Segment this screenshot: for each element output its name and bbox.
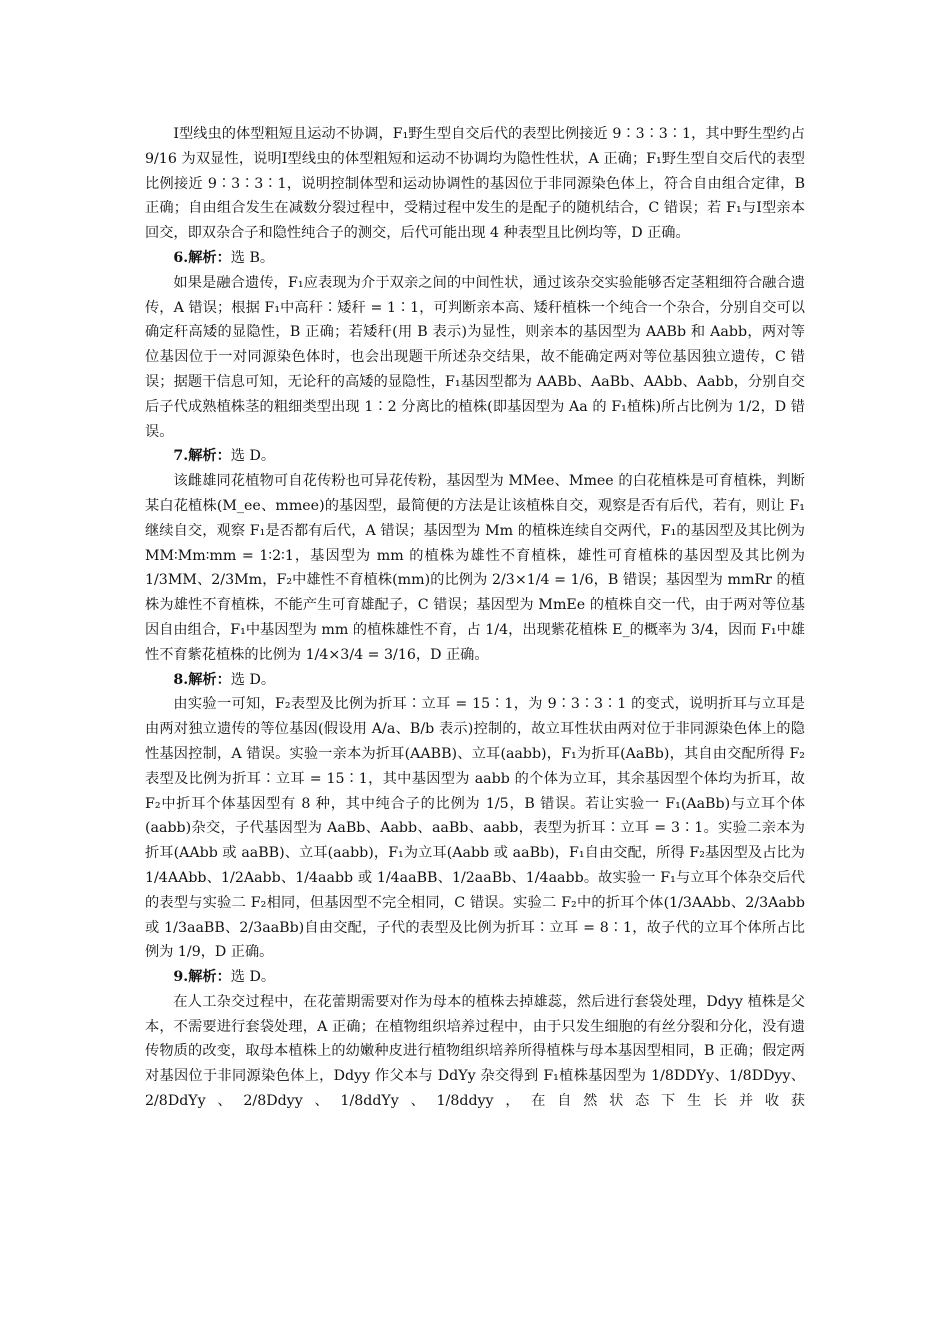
heading-label: 7.解析： [173, 448, 231, 465]
heading-answer: 选 D。 [230, 671, 276, 688]
document-page [145, 122, 805, 1114]
answer-heading-8 [145, 668, 805, 693]
answer-heading-9 [145, 965, 805, 990]
heading-answer: 选 B。 [230, 249, 275, 266]
heading-label: 9.解析： [173, 969, 231, 986]
heading-label: 6.解析： [173, 249, 231, 266]
answer-heading-7 [145, 444, 805, 469]
paragraph-8-explanation: 由实验一可知，F₂表型及比例为折耳∶立耳 = 15∶1，为 9∶3∶3∶1 的变式，说明折耳与立耳是由两对独立遗传的等位基因(假设用 A/a、B/b 表示)控制的，故立耳性状由两对位于非同源染色体上的隐性基因控制，A 错误。实验一亲本为折耳(AABB)、立耳(aabb)，F₁为折耳(AaBb)，其自由交配所得 F₂表型及比例为折耳∶立耳 = 15∶1，其中基因型为 aabb 的个体为立耳，其余基因型个体均为折耳，故 F₂中折耳个体基因型有 8 种，其中纯合子的比例为 1/5，B 错误。若让实验一 F₁(AaBb)与立耳个体(aabb)杂交，子代基因型为 AaBb、Aabb、aaBb、aabb，表型为折耳∶立耳 = 3∶1。实验二亲本为折耳(AAbb 或 aaBB)、立耳(aabb)，F₁为立耳(Aabb 或 aaBb)，F₁自由交配，所得 F₂基因型及占比为 1/4AAbb、1/2Aabb、1/4aabb 或 1/4aaBB、1/2aaBb、1/4aabb。故实验一 F₁与立耳个体杂交后代的表型与实验二 F₂相同，但基因型不完全相同，C 错误。实验二 F₂中的折耳个体(1/3AAbb、2/3Aabb 或 1/3aaBB、2/3aaBb)自由交配，子代的表型及比例为折耳∶立耳 = 8∶1，故子代的立耳个体所占比例为 1/9，D 正确。 [145, 696, 805, 961]
heading-answer: 选 D。 [230, 969, 276, 986]
paragraph-9-explanation: 在人工杂交过程中，在花蕾期需要对作为母本的植株去掉雄蕊，然后进行套袋处理，Ddyy 植株是父本，不需要进行套袋处理，A 正确；在植物组织培养过程中，由于只发生细胞的有丝分裂和分化，没有遗传物质的改变，取母本植株上的幼嫩种皮进行植物组织培养所得植株与母本基因型相同，B 正确；假定两对基因位于非同源染色体上，Ddyy 作父本与 DdYy 杂交得到 F₁植株基因型为 1/8DDYy、1/8DDyy、2/8DdYy、2/8Ddyy、1/8ddYy、1/8ddyy，在自然状态下生长并收获 [145, 993, 805, 1110]
paragraph-5-explanation: Ⅰ型线虫的体型粗短且运动不协调，F₁野生型自交后代的表型比例接近 9∶3∶3∶1，其中野生型约占 9/16 为双显性，说明Ⅰ型线虫的体型粗短和运动不协调均为隐性性状，A 正确；F₁野生型自交后代的表型比例接近 9∶3∶3∶1，说明控制体型和运动协调性的基因位于非同源染色体上，符合自由组合定律，B 正确；自由组合发生在减数分裂过程中，受精过程中发生的是配子的随机结合，C 错误；若 F₁与Ⅰ型亲本回交，即双杂合子和隐性纯合子的测交，后代可能出现 4 种表型且比例均等，D 正确。 [145, 126, 805, 242]
paragraph-7-explanation: 该雌雄同花植物可自花传粉也可异花传粉，基因型为 MMee、Mmee 的白花植株是可育植株，判断某白花植株(M_ee、mmee)的基因型，最简便的方法是让该植株自交，观察是否有后代，若有，则让 F₁继续自交，观察 F₁是否都有后代，A 错误；基因型为 Mm 的植株连续自交两代，F₁的基因型及其比例为 MM∶Mm∶mm = 1∶2∶1，基因型为 mm 的植株为雄性不育植株，雄性可育植株的基因型及其比例为 1/3MM、2/3Mm，F₂中雄性不育植株(mm)的比例为 2/3×1/4 = 1/6，B 错误；基因型为 mmRr 的植株为雄性不育植株，不能产生可育雄配子，C 错误；基因型为 MmEe 的植株自交一代，由于两对等位基因自由组合，F₁中基因型为 mm 的植株雄性不育，占 1/4，出现紫花植株 E_的概率为 3/4，因而 F₁中雄性不育紫花植株的比例为 1/4×3/4 = 3/16，D 正确。 [145, 473, 805, 663]
paragraph-6-explanation: 如果是融合遗传，F₁应表现为介于双亲之间的中间性状，通过该杂交实验能够否定茎粗细符合融合遗传，A 错误；根据 F₁中高秆∶矮秆 = 1∶1，可判断亲本高、矮秆植株一个纯合一个杂合，分别自交可以确定秆高矮的显隐性，B 正确；若矮秆(用 B 表示)为显性，则亲本的基因型为 AABb 和 Aabb，两对等位基因位于一对同源染色体时，也会出现题干所述杂交结果，故不能确定两对等位基因独立遗传，C 错误；据题干信息可知，无论秆的高矮的显隐性，F₁基因型都为 AABb、AaBb、AAbb、Aabb，分别自交后子代成熟植株茎的粗细类型出现 1∶2 分离比的植株(即基因型为 Aa 的 F₁植株)所占比例为 1/2，D 错误。 [145, 274, 805, 440]
heading-label: 8.解析： [173, 671, 231, 688]
answer-heading-6 [145, 246, 805, 271]
heading-answer: 选 D。 [230, 448, 276, 465]
